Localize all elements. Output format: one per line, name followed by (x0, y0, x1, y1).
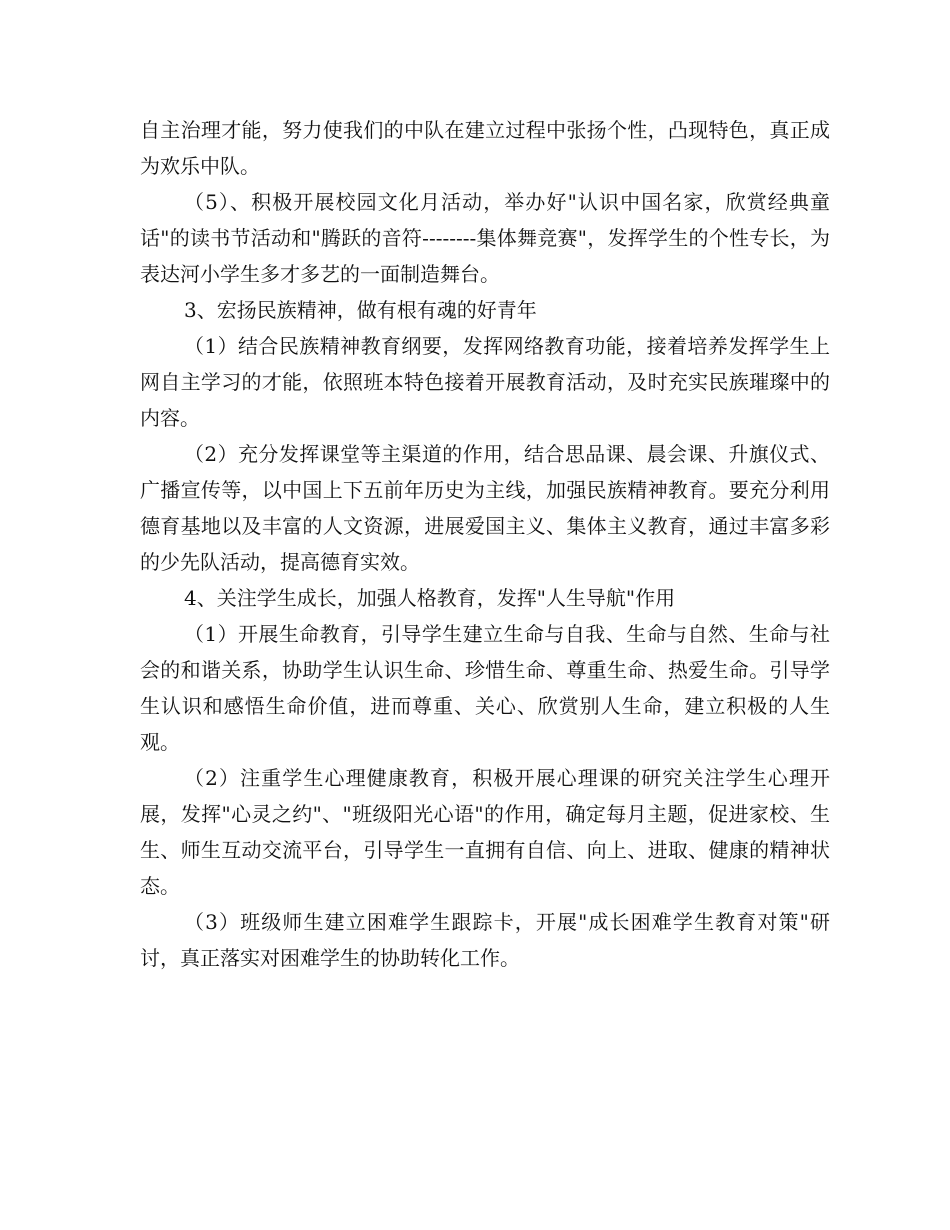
paragraph-3-2: （2）充分发挥课堂等主渠道的作用，结合思品课、晨会课、升旗仪式、广播宣传等，以中国上下五前年历史为主线，加强民族精神教育。要充分利用德育基地以及丰富的人文资源，进展爱国主义、集体主义教育，通过丰富多彩的少先队活动，提高德育实效。 (140, 442, 830, 574)
paragraph-4-3: （3）班级师生建立困难学生跟踪卡，开展"成长困难学生教育对策"研讨，真正落实对困难学生的协助转化工作。 (140, 910, 830, 970)
document-body (140, 112, 830, 976)
paragraph-3-1: （1）结合民族精神教育纲要，发挥网络教育功能，接着培养发挥学生上网自主学习的才能，依照班本特色接着开展教育活动，及时充实民族璀璨中的内容。 (140, 334, 830, 430)
paragraph-4-2: （2）注重学生心理健康教育，积极开展心理课的研究关注学生心理开展，发挥"心灵之约"、"班级阳光心语"的作用，确定每月主题，促进家校、生生、师生互动交流平台，引导学生一直拥有自信、向上、进取、健康的精神状态。 (140, 766, 830, 898)
paragraph-item-5: （5）、积极开展校园文化月活动，举办好"认识中国名家，欣赏经典童话"的读书节活动和"腾跃的音符--------集体舞竞赛"，发挥学生的个性专长，为表达河小学生多才多艺的一面制造舞台。 (140, 190, 830, 286)
paragraph-4-1: （1）开展生命教育，引导学生建立生命与自我、生命与自然、生命与社会的和谐关系，协助学生认识生命、珍惜生命、尊重生命、热爱生命。引导学生认识和感悟生命价值，进而尊重、关心、欣赏别人生命，建立积极的人生观。 (140, 622, 830, 754)
section-heading-3: 3、宏扬民族精神，做有根有魂的好青年 (184, 298, 537, 322)
paragraph-continuation: 自主治理才能，努力使我们的中队在建立过程中张扬个性，凸现特色，真正成为欢乐中队。 (140, 118, 830, 178)
section-heading-4: 4、关注学生成长，加强人格教育，发挥"人生导航"作用 (184, 586, 676, 610)
